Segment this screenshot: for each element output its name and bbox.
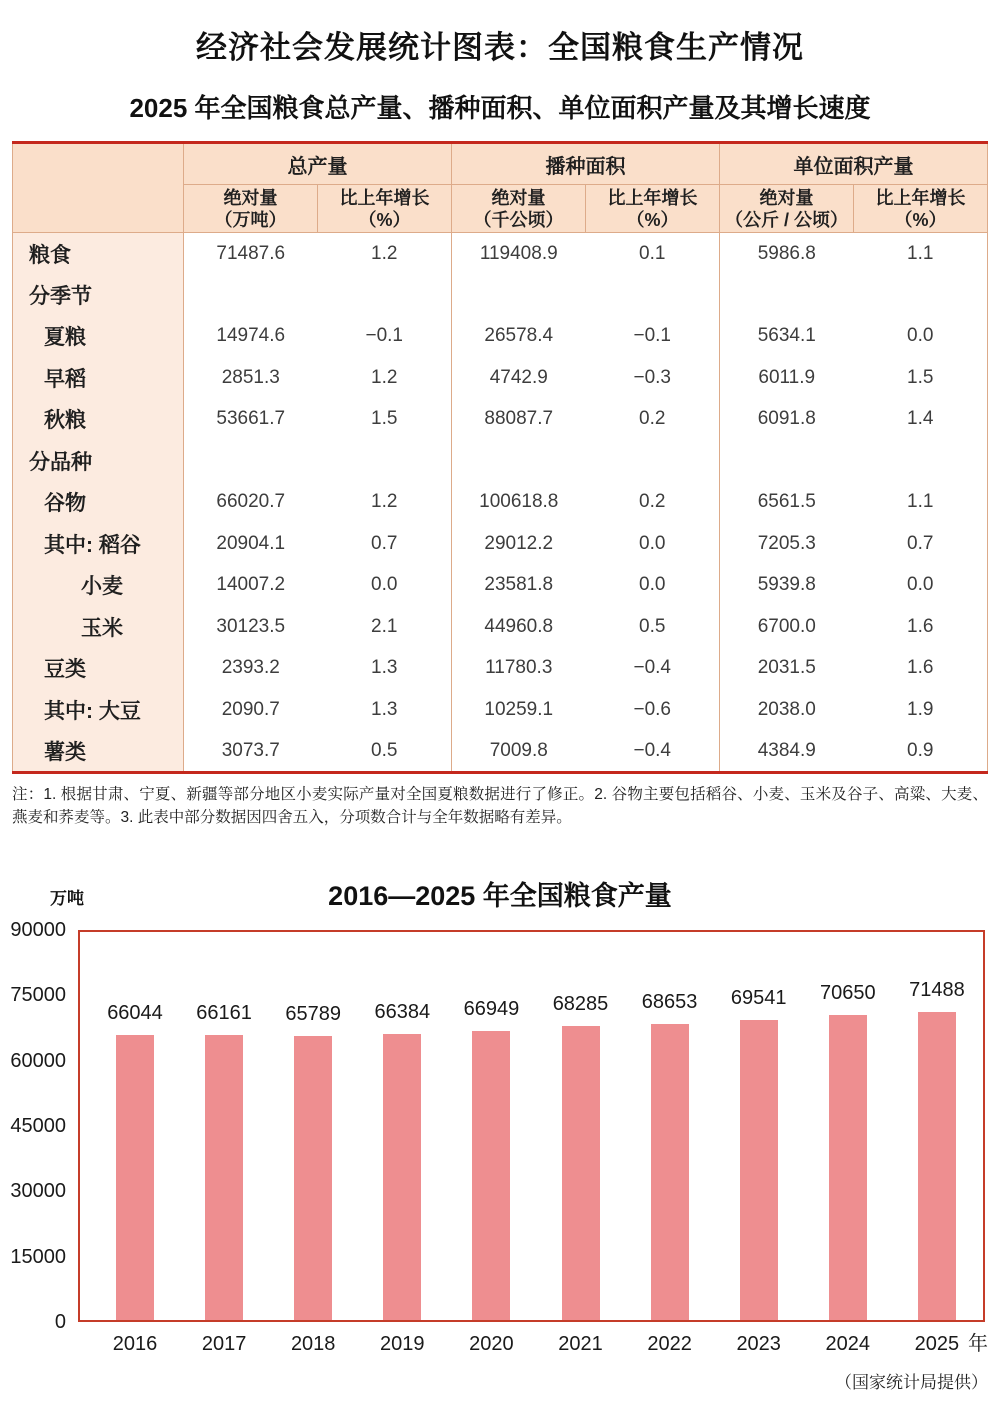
cell-value	[318, 440, 452, 482]
bar	[651, 1024, 689, 1320]
bar-value-label: 68653	[641, 991, 698, 1014]
x-axis-tick: 2019	[380, 1333, 425, 1355]
cell-value	[586, 440, 720, 482]
source-credit: （国家统计局提供）	[835, 1373, 988, 1392]
x-axis-tick: 2018	[290, 1333, 336, 1355]
chart-title: 2016—2025 年全国粮食产量	[328, 881, 672, 911]
cell-value: 14007.2	[184, 565, 318, 607]
cell-value: 0.7	[854, 523, 988, 565]
cell-value: 2031.5	[720, 648, 854, 690]
cell-value: 1.1	[854, 482, 988, 524]
cell-value: 2090.7	[184, 689, 318, 731]
bar-value-label: 66384	[374, 1000, 431, 1023]
cell-value	[452, 274, 586, 316]
cell-value: 1.4	[854, 399, 988, 441]
bar	[562, 1026, 600, 1320]
table-row	[13, 482, 988, 524]
header-sub-line2: （万吨）	[214, 209, 287, 230]
row-label: 其中: 稻谷	[13, 523, 184, 565]
bar	[829, 1015, 867, 1320]
cell-value: 2393.2	[184, 648, 318, 690]
cell-value: −0.1	[586, 316, 720, 358]
bar-value-label: 69541	[730, 987, 787, 1010]
cell-value: 1.5	[854, 357, 988, 399]
cell-value: 6091.8	[720, 399, 854, 441]
cell-value: 30123.5	[184, 606, 318, 648]
cell-value	[720, 274, 854, 316]
cell-value	[452, 440, 586, 482]
bar-value-label: 70650	[819, 982, 876, 1005]
row-label: 玉米	[13, 606, 184, 648]
header-sub-growth-2	[586, 185, 720, 233]
bar	[918, 1012, 956, 1320]
table-row	[13, 357, 988, 399]
cell-value: 0.2	[586, 399, 720, 441]
cell-value: 0.5	[586, 606, 720, 648]
table-notes: 注：1. 根据甘肃、宁夏、新疆等部分地区小麦实际产量对全国夏粮数据进行了修正。2. 谷物主要包括稻谷、小麦、玉米及谷子、高粱、大麦、燕麦和荞麦等。3. 此表中部分数据因四舍五入，分项数合计与全年数据略有差异。	[12, 786, 988, 826]
cell-value: 3073.7	[184, 731, 318, 773]
cell-value: 1.2	[318, 482, 452, 524]
bar-value-label: 66161	[196, 1001, 252, 1024]
header-sub-growth-1	[318, 185, 452, 233]
x-axis-tick: 2021	[558, 1333, 603, 1355]
row-label: 豆类	[13, 648, 184, 690]
table-body	[13, 233, 988, 773]
row-label: 薯类	[13, 731, 184, 773]
table-row	[13, 440, 988, 482]
cell-value: 100618.8	[452, 482, 586, 524]
row-label: 分品种	[13, 440, 184, 482]
header-sub-line2: （%）	[358, 209, 411, 230]
cell-value: −0.3	[586, 357, 720, 399]
cell-value: 0.0	[318, 565, 452, 607]
header-sub-line2: （%）	[894, 209, 947, 230]
cell-value: 1.6	[854, 648, 988, 690]
cell-value: 0.0	[854, 565, 988, 607]
row-label: 早稻	[13, 357, 184, 399]
cell-value: 2038.0	[720, 689, 854, 731]
x-axis-tick: 2017	[201, 1333, 247, 1355]
header-sub-line1: 比上年增长	[339, 187, 430, 208]
header-group-yield-per-area: 单位面积产量	[720, 143, 988, 185]
page-title: 经济社会发展统计图表：全国粮食生产情况	[196, 30, 804, 65]
cell-value: 0.0	[586, 523, 720, 565]
cell-value: 1.2	[318, 357, 452, 399]
header-sub-line1: 绝对量	[223, 187, 278, 208]
cell-value: 0.9	[854, 731, 988, 773]
bar	[294, 1036, 332, 1320]
cell-value: 23581.8	[452, 565, 586, 607]
cell-value: 6561.5	[720, 482, 854, 524]
bar	[116, 1035, 154, 1320]
stats-table-wrap	[12, 141, 988, 774]
header-sub-line1: 绝对量	[491, 187, 546, 208]
table-row	[13, 606, 988, 648]
y-axis-tick: 90000	[10, 919, 66, 941]
cell-value: 26578.4	[452, 316, 586, 358]
cell-value: 1.9	[854, 689, 988, 731]
row-label: 其中: 大豆	[13, 689, 184, 731]
bar-value-label: 66044	[107, 1002, 163, 1025]
bar	[740, 1020, 778, 1320]
bar	[205, 1035, 243, 1320]
header-sub-absolute-hectares	[452, 185, 586, 233]
cell-value: 5986.8	[720, 233, 854, 275]
header-group-total-output: 总产量	[184, 143, 452, 185]
cell-value: 1.6	[854, 606, 988, 648]
table-row	[13, 399, 988, 441]
header-sub-absolute-wantons	[184, 185, 318, 233]
cell-value: 2851.3	[184, 357, 318, 399]
x-axis-tick: 2025	[914, 1333, 960, 1355]
y-axis-tick: 0	[54, 1311, 66, 1333]
cell-value	[184, 274, 318, 316]
x-axis-suffix-label: 年	[968, 1333, 988, 1355]
header-sub-absolute-kg	[720, 185, 854, 233]
cell-value: 0.7	[318, 523, 452, 565]
table-row	[13, 274, 988, 316]
y-axis-tick: 45000	[10, 1115, 66, 1137]
bar	[472, 1031, 510, 1320]
x-axis-tick: 2023	[736, 1333, 781, 1355]
header-sub-line1: 绝对量	[759, 187, 814, 208]
row-label: 谷物	[13, 482, 184, 524]
x-axis-tick: 2016	[112, 1333, 158, 1355]
cell-value: 0.0	[854, 316, 988, 358]
header-sub-line1: 比上年增长	[875, 187, 966, 208]
chart-plot	[78, 930, 985, 1322]
x-axis-tick: 2024	[825, 1333, 871, 1355]
y-axis-tick: 15000	[10, 1245, 66, 1268]
cell-value: 66020.7	[184, 482, 318, 524]
cell-value: 0.0	[586, 565, 720, 607]
cell-value: 7205.3	[720, 523, 854, 565]
cell-value: 44960.8	[452, 606, 586, 648]
y-axis-tick: 75000	[10, 984, 66, 1007]
header-sub-line2: （千公顷）	[473, 209, 564, 230]
bar-value-label: 71488	[909, 978, 965, 1001]
x-axis-tick: 2020	[469, 1333, 514, 1355]
y-axis-tick: 30000	[10, 1180, 66, 1203]
bar-value-label: 65789	[285, 1003, 341, 1026]
x-axis-tick: 2022	[647, 1333, 692, 1355]
row-label: 小麦	[13, 565, 184, 607]
table-row	[13, 689, 988, 731]
cell-value: 4384.9	[720, 731, 854, 773]
table-header	[13, 143, 988, 233]
table-row	[13, 731, 988, 773]
cell-value	[854, 440, 988, 482]
cell-value: 14974.6	[184, 316, 318, 358]
cell-value: 2.1	[318, 606, 452, 648]
bar	[383, 1034, 421, 1320]
cell-value: 20904.1	[184, 523, 318, 565]
cell-value: 71487.6	[184, 233, 318, 275]
row-label: 粮食	[13, 233, 184, 275]
chart-section	[0, 919, 1000, 1400]
cell-value: 11780.3	[452, 648, 586, 690]
cell-value: 6700.0	[720, 606, 854, 648]
cell-value: 0.1	[586, 233, 720, 275]
stats-table	[12, 141, 988, 774]
cell-value: 5634.1	[720, 316, 854, 358]
cell-value: 29012.2	[452, 523, 586, 565]
cell-value: 7009.8	[452, 731, 586, 773]
table-row	[13, 316, 988, 358]
cell-value: −0.6	[586, 689, 720, 731]
cell-value: 1.1	[854, 233, 988, 275]
cell-value: 1.2	[318, 233, 452, 275]
cell-value: 1.5	[318, 399, 452, 441]
cell-value: 5939.8	[720, 565, 854, 607]
header-group-sown-area: 播种面积	[452, 143, 720, 185]
header-sub-growth-3	[854, 185, 988, 233]
table-row	[13, 565, 988, 607]
bar-value-label: 68285	[552, 992, 609, 1015]
y-axis-tick: 60000	[10, 1049, 66, 1072]
cell-value	[184, 440, 318, 482]
cell-value: 6011.9	[720, 357, 854, 399]
y-axis-unit-label: 万吨	[50, 889, 84, 908]
cell-value: 1.3	[318, 648, 452, 690]
row-label: 秋粮	[13, 399, 184, 441]
header-sub-line2: （公斤 / 公顷）	[724, 209, 848, 230]
header-corner-cell	[13, 143, 184, 233]
bar-value-label: 66949	[463, 998, 520, 1021]
cell-value: 88087.7	[452, 399, 586, 441]
cell-value	[318, 274, 452, 316]
cell-value: 0.2	[586, 482, 720, 524]
cell-value: −0.1	[318, 316, 452, 358]
header-sub-line2: （%）	[626, 209, 679, 230]
cell-value: 53661.7	[184, 399, 318, 441]
table-row	[13, 523, 988, 565]
cell-value: 0.5	[318, 731, 452, 773]
cell-value: −0.4	[586, 731, 720, 773]
row-label: 夏粮	[13, 316, 184, 358]
cell-value	[586, 274, 720, 316]
table-row	[13, 648, 988, 690]
table-title: 2025 年全国粮食总产量、播种面积、单位面积产量及其增长速度	[129, 93, 871, 123]
table-row	[13, 233, 988, 275]
cell-value: 10259.1	[452, 689, 586, 731]
cell-value: −0.4	[586, 648, 720, 690]
row-label: 分季节	[13, 274, 184, 316]
cell-value: 4742.9	[452, 357, 586, 399]
cell-value	[854, 274, 988, 316]
header-sub-line1: 比上年增长	[607, 187, 698, 208]
cell-value	[720, 440, 854, 482]
cell-value: 1.3	[318, 689, 452, 731]
cell-value: 119408.9	[452, 233, 586, 275]
